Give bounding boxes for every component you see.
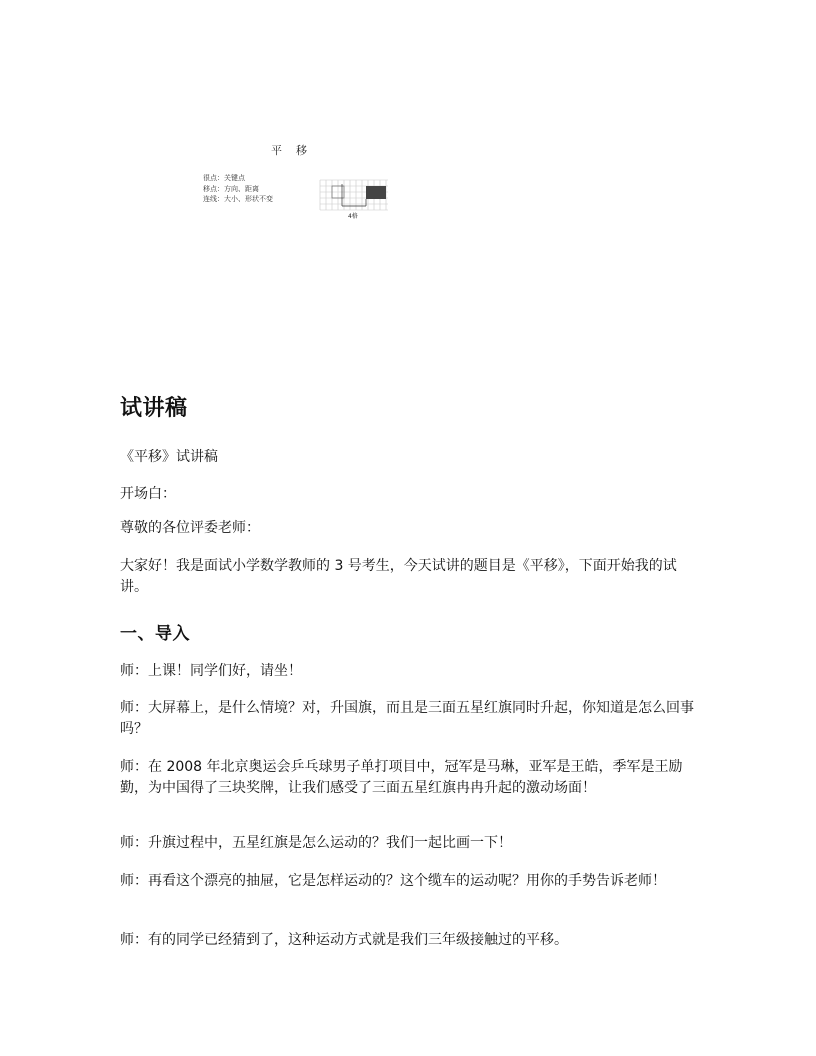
dialogue-line-2: 师：大屏幕上，是什么情境？对，升国旗，而且是三面五星红旗同时升起，你知道是怎么回事吗？ (120, 700, 694, 737)
section-heading-intro: 一、导入 (120, 624, 190, 644)
board-notes (203, 173, 273, 205)
lecture-name: 《平移》试讲稿 (120, 449, 218, 465)
dialogue-line-5: 师：再看这个漂亮的抽屉，它是怎样运动的？这个缆车的运动呢？用你的手势告诉老师！ (120, 873, 666, 889)
dialogue-line-1: 师：上课！同学们好，请坐！ (120, 663, 302, 679)
board-note-connect: 连线：大小、形状不变 (203, 195, 273, 203)
greeting-line: 尊敬的各位评委老师： (120, 520, 260, 536)
document-title: 试讲稿 (120, 396, 188, 421)
board-title: 平 移 (271, 144, 307, 157)
opening-label: 开场白： (120, 486, 176, 502)
dialogue-line-6: 师：有的同学已经猜到了，这种运动方式就是我们三年级接触过的平移。 (120, 932, 568, 948)
translated-shape (366, 186, 386, 199)
translation-grid-figure (318, 178, 390, 224)
dialogue-line-4: 师：升旗过程中，五星红旗是怎么运动的？我们一起比画一下！ (120, 835, 512, 851)
board-note-move-point: 移点：方向、距离 (203, 184, 259, 193)
distance-label: 4格 (348, 213, 358, 220)
introduction-paragraph: 大家好！我是面试小学数学教师的 3 号考生，今天试讲的题目是《平移》，下面开始我的试讲。 (120, 558, 677, 595)
dialogue-line-3: 师：在 2008 年北京奥运会乒乓球男子单打项目中，冠军是马琳，亚军是王皓，季军是王励勤，为中国得了三块奖牌，让我们感受了三面五星红旗冉冉升起的激动场面！ (120, 759, 683, 796)
board-note-key-point: 很点：关键点 (203, 174, 245, 182)
